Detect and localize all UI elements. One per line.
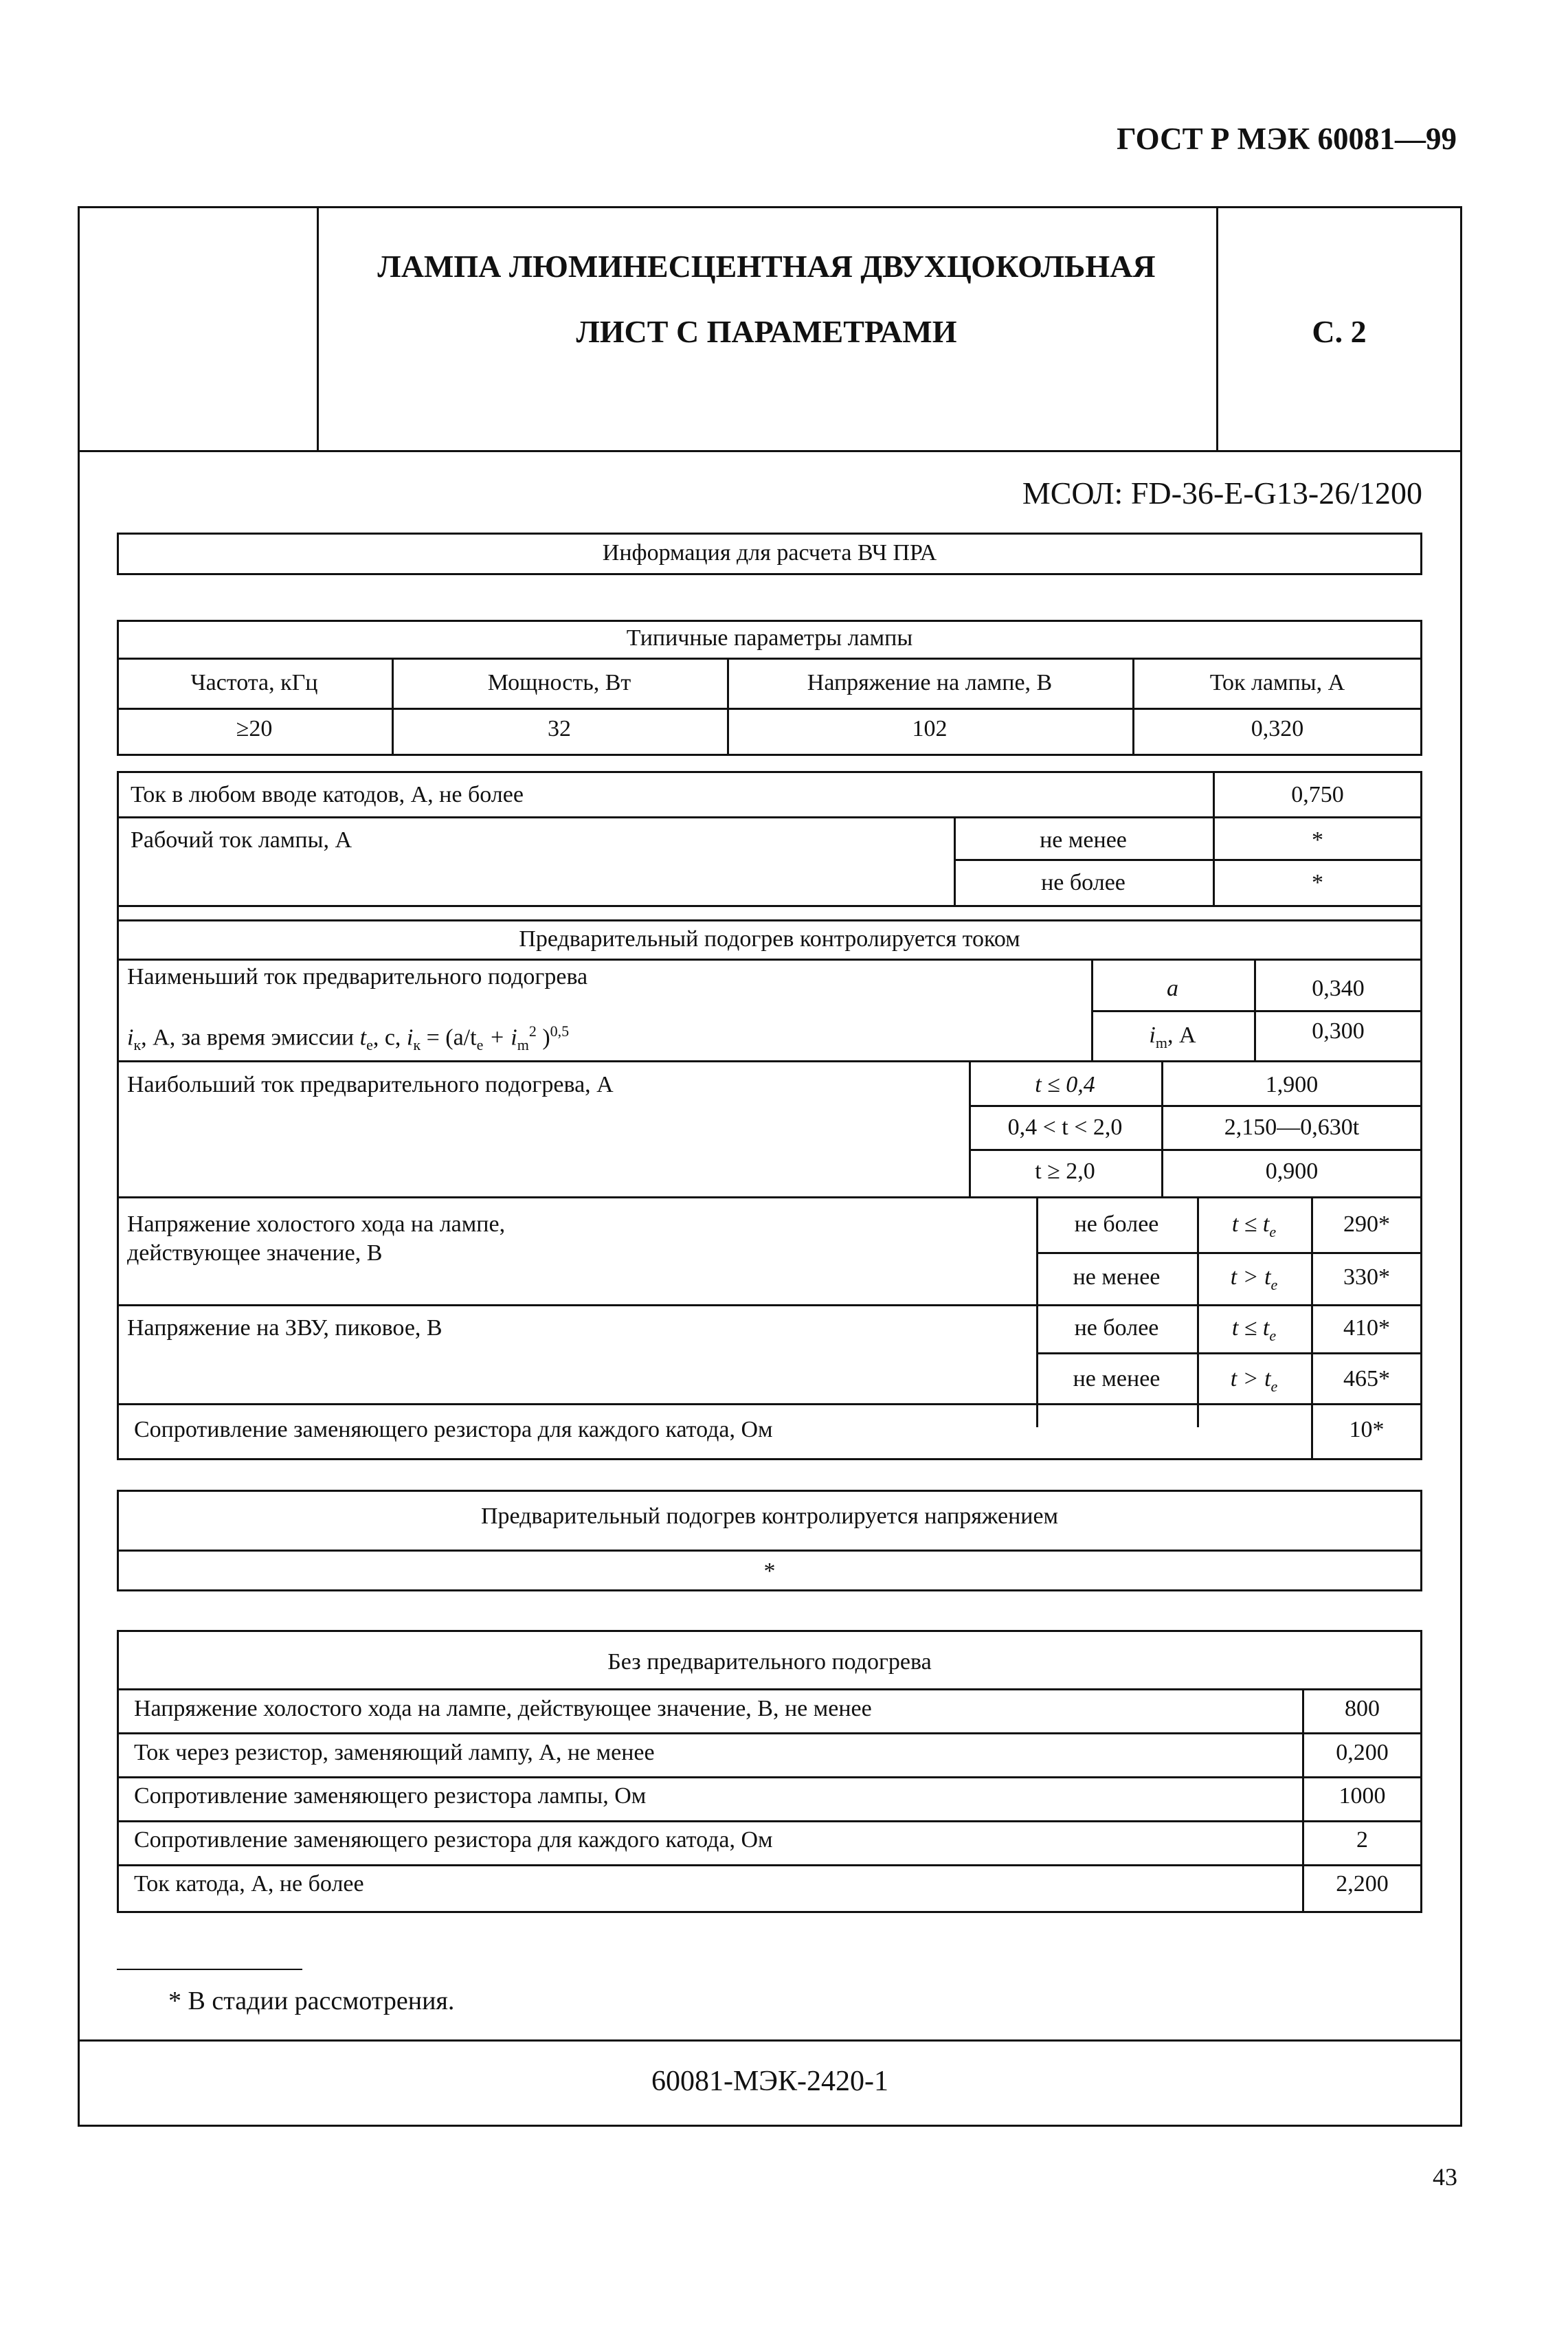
- formula-ik: i: [127, 1025, 134, 1051]
- typical-title-rule: [117, 658, 1422, 660]
- no-preheat-row-5-value: 2,200: [1336, 1871, 1389, 1897]
- title-line-2: ЛИСТ С ПАРАМЕТРАМИ: [576, 314, 957, 349]
- ignition-cond-2-sub: е: [1270, 1377, 1278, 1395]
- cathode-lead-value: 0,750: [1291, 782, 1344, 807]
- no-preheat-row-2-label: Ток через резистор, заменяющий лампу, А, не менее: [134, 1740, 655, 1765]
- operating-min-value: *: [1312, 827, 1323, 853]
- ignition-mid-rule: [1036, 1352, 1422, 1354]
- rule-after-max-preheat: [117, 1196, 1422, 1198]
- preheat-voltage-rule: [117, 1550, 1422, 1552]
- max-preheat-value-3: 0,900: [1265, 1159, 1319, 1184]
- typical-value-power: 32: [548, 716, 571, 741]
- typical-header-rule: [117, 708, 1422, 710]
- title-line-1: ЛАМПА ЛЮМИНЕСЦЕНТНАЯ ДВУХЦОКОЛЬНАЯ: [377, 249, 1156, 284]
- sheet-code: 60081-МЭК-2420-1: [651, 2066, 889, 2097]
- ignition-cond-1-text: t ≤ t: [1231, 1315, 1270, 1341]
- ocv-cond-2: [1197, 1266, 1311, 1293]
- ignition-limit-2: не менее: [1073, 1366, 1161, 1391]
- max-preheat-cond-1: t ≤ 0,4: [1035, 1072, 1095, 1097]
- sheet-page-label: С. 2: [1312, 314, 1367, 349]
- formula-eq: = (a/t: [426, 1025, 477, 1051]
- no-preheat-row-5-label: Ток катода, А, не более: [134, 1871, 364, 1897]
- min-preheat-label: Наименьший ток предварительного подогрева: [127, 964, 588, 989]
- ignition-cond-1-sub: е: [1269, 1326, 1277, 1344]
- no-preheat-rule-3: [117, 1820, 1422, 1822]
- min-preheat-formula: [127, 1024, 569, 1053]
- typical-header-power: Мощность, Вт: [487, 670, 631, 695]
- ocv-value-2: 330*: [1343, 1264, 1390, 1290]
- max-preheat-rule-1: [969, 1105, 1422, 1107]
- rule-after-min-preheat: [117, 1060, 1422, 1062]
- typical-value-current: 0,320: [1251, 716, 1304, 741]
- no-preheat-rule-2: [117, 1776, 1422, 1778]
- min-preheat-divider-2: [1254, 959, 1256, 1060]
- no-preheat-row-1-label: Напряжение холостого хода на лампе, действующее значение, В, не менее: [134, 1696, 872, 1721]
- rule-after-ocv: [117, 1304, 1422, 1306]
- ocv-label-line-2: действующее значение, В: [127, 1240, 383, 1266]
- no-preheat-title-rule: [117, 1688, 1422, 1690]
- param-im-unit: , А: [1167, 1022, 1196, 1048]
- footnote-separator: [117, 1969, 302, 1970]
- no-preheat-rule-1: [117, 1732, 1422, 1734]
- footnote: * В стадии рассмотрения.: [168, 1987, 455, 2015]
- ignition-cond-2-text: t > t: [1230, 1366, 1271, 1391]
- ocv-limit-2: не менее: [1073, 1264, 1161, 1290]
- ignition-value-1: 410*: [1343, 1315, 1390, 1341]
- no-preheat-row-1-value: 800: [1345, 1696, 1380, 1721]
- title-block-bottom-rule: [78, 450, 1462, 452]
- cathode-resistor-label: Сопротивление заменяющего резистора для каждого катода, Ом: [134, 1417, 773, 1442]
- typical-value-frequency: ≥20: [236, 716, 273, 741]
- formula-m-sub: m: [517, 1036, 529, 1054]
- ignition-label: Напряжение на ЗВУ, пиковое, В: [127, 1315, 443, 1341]
- ocv-value-1: 290*: [1343, 1211, 1390, 1237]
- max-preheat-value-1: 1,900: [1265, 1072, 1319, 1097]
- no-preheat-title: Без предварительного подогрева: [607, 1649, 932, 1675]
- formula-k-sub-2: к: [413, 1036, 421, 1054]
- formula-k-sub: к: [133, 1036, 142, 1054]
- cathode-resistor-value: 10*: [1349, 1417, 1385, 1442]
- formula-sq: 2: [528, 1022, 537, 1040]
- max-preheat-cond-3: t ≥ 2,0: [1035, 1159, 1095, 1184]
- rule-double-before-preheat: [117, 919, 1422, 921]
- formula-e-sub-2: е: [476, 1036, 484, 1054]
- param-im-sub: m: [1155, 1033, 1167, 1051]
- no-preheat-row-3-value: 1000: [1339, 1783, 1386, 1809]
- operating-current-label: Рабочий ток лампы, А: [131, 827, 352, 853]
- hf-info-label: Информация для расчета ВЧ ПРА: [602, 540, 937, 566]
- no-preheat-row-3-label: Сопротивление заменяющего резистора лампы, Ом: [134, 1783, 647, 1809]
- page-number: 43: [1433, 2163, 1457, 2191]
- formula-e-sub: е: [366, 1036, 373, 1054]
- ocv-cond-1-sub: е: [1269, 1222, 1277, 1240]
- param-im-symbol: i: [1149, 1022, 1156, 1048]
- sheet-code-rule: [78, 2039, 1462, 2042]
- ignition-cond-2: [1197, 1367, 1311, 1394]
- ignition-limit-1: не более: [1074, 1315, 1159, 1341]
- typical-header-voltage: Напряжение на лампе, В: [807, 670, 1053, 695]
- operating-mid-rule: [954, 859, 1422, 861]
- min-preheat-mid-rule: [1091, 1010, 1422, 1012]
- typical-title: Типичные параметры лампы: [626, 625, 913, 651]
- ocv-cond-2-text: t > t: [1230, 1264, 1271, 1290]
- formula-ik-2: i: [406, 1025, 414, 1051]
- rule-after-cathode-lead: [117, 816, 1422, 818]
- ocv-cond-1-text: t ≤ t: [1231, 1211, 1270, 1237]
- max-preheat-value-2: 2,150—0,630t: [1224, 1115, 1360, 1140]
- typical-value-voltage: 102: [912, 716, 948, 741]
- ocv-cond-2-sub: е: [1270, 1275, 1278, 1293]
- no-preheat-row-2-value: 0,200: [1336, 1740, 1389, 1765]
- param-a-value: 0,340: [1312, 976, 1365, 1001]
- operating-max-label: не более: [1041, 870, 1125, 895]
- formula-close: ): [542, 1025, 550, 1051]
- preheat-current-title: Предварительный подогрев контролируется током: [519, 926, 1020, 952]
- rule-after-preheat-title: [117, 959, 1422, 961]
- rule-after-operating: [117, 905, 1422, 907]
- ignition-value-2: 465*: [1343, 1366, 1390, 1391]
- ignition-cond-1: [1197, 1317, 1311, 1343]
- param-a-label: [1091, 977, 1254, 1000]
- rule-after-ignition: [117, 1403, 1422, 1405]
- ocv-label-line-1: Напряжение холостого хода на лампе,: [127, 1211, 506, 1237]
- formula-plus-im: + i: [489, 1025, 517, 1051]
- operating-min-label: не менее: [1040, 827, 1127, 853]
- formula-te: t: [359, 1025, 367, 1051]
- param-im-label: [1091, 1024, 1254, 1051]
- standard-number: ГОСТ Р МЭК 60081—99: [1117, 122, 1457, 156]
- no-preheat-row-4-value: 2: [1356, 1827, 1368, 1853]
- cathode-lead-label: Ток в любом вводе катодов, А, не более: [131, 782, 524, 807]
- param-im-value: 0,300: [1312, 1018, 1365, 1044]
- max-preheat-cond-2: 0,4 < t < 2,0: [1007, 1115, 1123, 1140]
- preheat-voltage-value: *: [763, 1558, 776, 1584]
- typical-header-current: Ток лампы, А: [1209, 670, 1345, 695]
- ocv-cond-1: [1197, 1213, 1311, 1240]
- ocv-mid-rule: [1036, 1252, 1422, 1254]
- preheat-voltage-title: Предварительный подогрев контролируется напряжением: [480, 1503, 1059, 1529]
- formula-text-2: , с,: [372, 1025, 401, 1051]
- formula-text-1: , А, за время эмиссии: [141, 1025, 355, 1051]
- lamp-designation: МСОЛ: FD-36-E-G13-26/1200: [1022, 476, 1422, 511]
- max-preheat-label: Наибольший ток предварительного подогрева, А: [127, 1072, 614, 1097]
- param-a-symbol: a: [1167, 976, 1178, 1001]
- operating-max-value: *: [1312, 870, 1323, 895]
- no-preheat-row-4-label: Сопротивление заменяющего резистора для каждого катода, Ом: [134, 1827, 773, 1853]
- ocv-limit-1: не более: [1074, 1211, 1159, 1237]
- typical-header-frequency: Частота, кГц: [190, 670, 318, 695]
- formula-pow: 0,5: [550, 1022, 570, 1040]
- no-preheat-rule-4: [117, 1864, 1422, 1866]
- max-preheat-rule-2: [969, 1149, 1422, 1151]
